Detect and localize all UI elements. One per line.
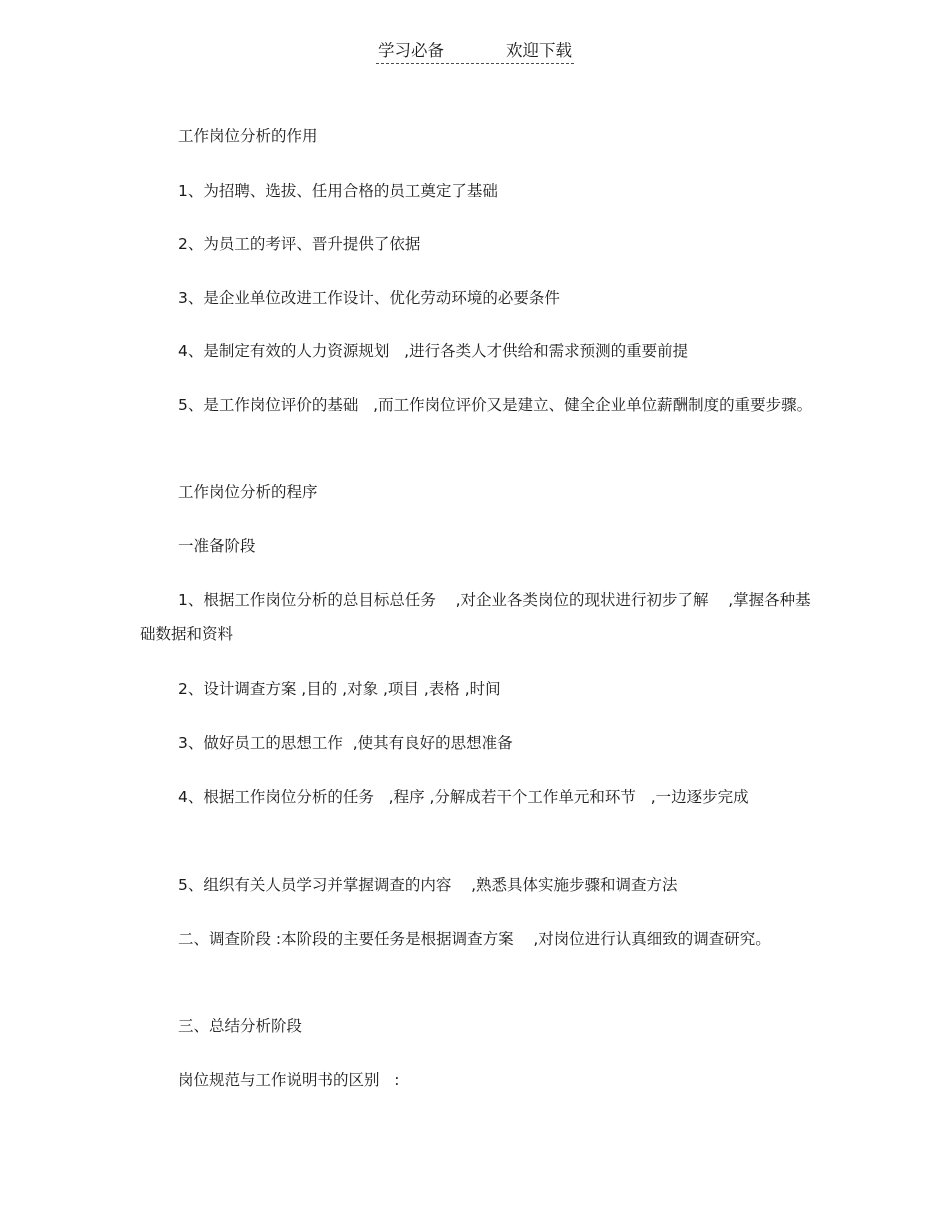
- list-item: 2、为员工的考评、晋升提供了依据: [178, 235, 421, 253]
- page-header: [0, 40, 950, 64]
- section-heading-role: 工作岗位分析的作用: [178, 127, 318, 145]
- list-item: 5、是工作岗位评价的基础 ,而工作岗位评价又是建立、健全企业单位薪酬制度的重要步骤。: [178, 396, 813, 414]
- section-heading-summary: 三、总结分析阶段: [178, 1017, 303, 1035]
- section-heading-procedure: 工作岗位分析的程序: [178, 483, 318, 501]
- list-item: 1、根据工作岗位分析的总目标总任务 ,对企业各类岗位的现状进行初步了解 ,掌握各种基础数据和资料: [140, 591, 811, 643]
- header-line: [376, 40, 574, 64]
- section-heading-prepare: 一准备阶段: [178, 537, 256, 555]
- list-item: 4、是制定有效的人力资源规划 ,进行各类人才供给和需求预测的重要前提: [178, 342, 689, 360]
- section-heading-difference: 岗位规范与工作说明书的区别 :: [178, 1071, 400, 1089]
- header-right-text: 欢迎下载: [506, 41, 572, 60]
- list-item: 1、为招聘、选拔、任用合格的员工奠定了基础: [178, 182, 498, 200]
- header-left-text: 学习必备: [378, 41, 444, 60]
- list-item: 5、组织有关人员学习并掌握调查的内容 ,熟悉具体实施步骤和调查方法: [178, 876, 678, 894]
- section-investigation: 二、调查阶段 :本阶段的主要任务是根据调查方案 ,对岗位进行认真细致的调查研究。: [178, 930, 771, 948]
- list-item: 3、是企业单位改进工作设计、优化劳动环境的必要条件: [178, 289, 560, 307]
- list-item: 4、根据工作岗位分析的任务 ,程序 ,分解成若干个工作单元和环节 ,一边逐步完成: [178, 788, 749, 806]
- list-item: 3、做好员工的思想工作 ,使其有良好的思想准备: [178, 734, 513, 752]
- list-item: 2、设计调查方案 ,目的 ,对象 ,项目 ,表格 ,时间: [178, 680, 501, 698]
